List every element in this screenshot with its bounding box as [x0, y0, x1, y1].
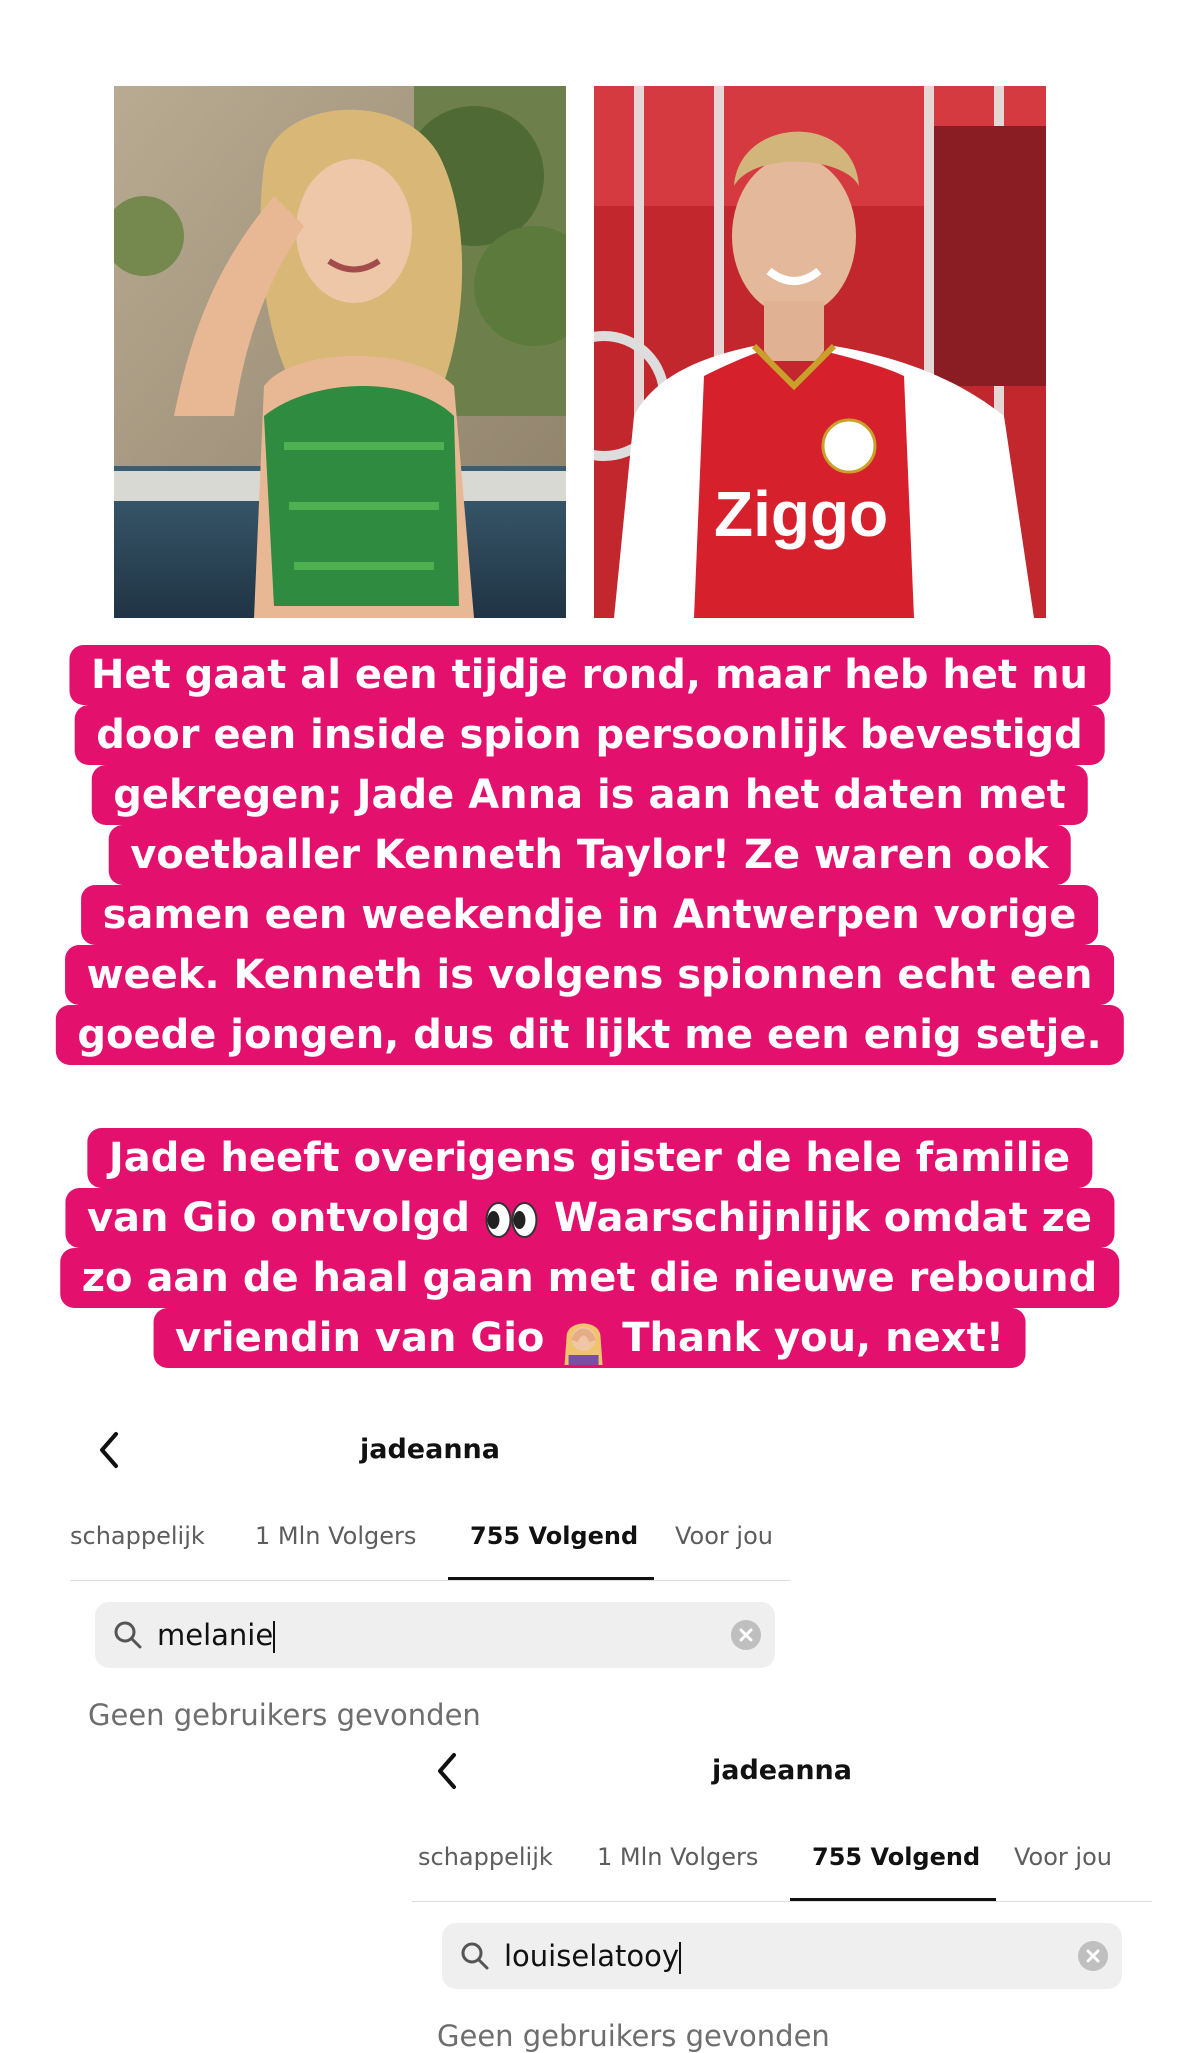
search-input[interactable] [95, 1602, 775, 1668]
profile-username: jadeanna [360, 1434, 500, 1465]
caption-line: zo aan de haal gaan met die nieuwe rebound [60, 1248, 1120, 1308]
caption-line: van Gio ontvolgd Waarschijnlijk omdat ze [65, 1188, 1114, 1248]
tab-followers[interactable]: 1 Mln Volgers [255, 1522, 417, 1550]
tab-for-you[interactable]: Voor jou [675, 1522, 773, 1550]
tab-for-you[interactable]: Voor jou [1014, 1843, 1112, 1871]
tab-mutual[interactable]: schappelijk [70, 1522, 205, 1550]
caption-line: Jade heeft overigens gister de hele familie [87, 1128, 1092, 1188]
caption-line: Het gaat al een tijdje rond, maar heb het nu [69, 645, 1110, 705]
search-input[interactable] [442, 1923, 1122, 1989]
no-users-found-message: Geen gebruikers gevonden [88, 1698, 481, 1732]
profile-tabs [70, 1512, 790, 1581]
caption-line: gekregen; Jade Anna is aan het daten met [91, 765, 1087, 825]
caption-line: voetballer Kenneth Taylor! Ze waren ook [108, 825, 1071, 885]
caption-line: week. Kenneth is volgens spionnen echt een [65, 945, 1115, 1005]
search-icon [113, 1620, 143, 1650]
no-users-found-message: Geen gebruikers gevonden [437, 2019, 830, 2053]
eyes-icon [484, 1200, 540, 1240]
clear-search-icon[interactable] [1078, 1941, 1108, 1971]
profile-tabs [412, 1833, 1152, 1902]
search-value: melanie [157, 1618, 274, 1652]
tab-following[interactable]: 755 Volgend [470, 1522, 639, 1550]
shirt-sponsor-text: Ziggo [714, 478, 889, 550]
tab-followers[interactable]: 1 Mln Volgers [597, 1843, 759, 1871]
tab-following[interactable]: 755 Volgend [812, 1843, 981, 1871]
photo-woman [114, 86, 566, 618]
caption-line: goede jongen, dus dit lijkt me een enig setje. [55, 1005, 1123, 1065]
profile-username: jadeanna [712, 1755, 852, 1786]
facepalm-person-icon [558, 1315, 608, 1365]
tab-mutual[interactable]: schappelijk [418, 1843, 553, 1871]
active-tab-indicator [790, 1898, 996, 1901]
search-value: louiselatooy [504, 1939, 680, 1973]
active-tab-indicator [448, 1577, 654, 1580]
caption-line: samen een weekendje in Antwerpen vorige [81, 885, 1099, 945]
caption-line: door een inside spion persoonlijk bevestigd [74, 705, 1105, 765]
photo-footballer [594, 86, 1046, 618]
search-icon [460, 1941, 490, 1971]
clear-search-icon[interactable] [731, 1620, 761, 1650]
caption-line: vriendin van Gio Thank you, next! [153, 1308, 1026, 1368]
